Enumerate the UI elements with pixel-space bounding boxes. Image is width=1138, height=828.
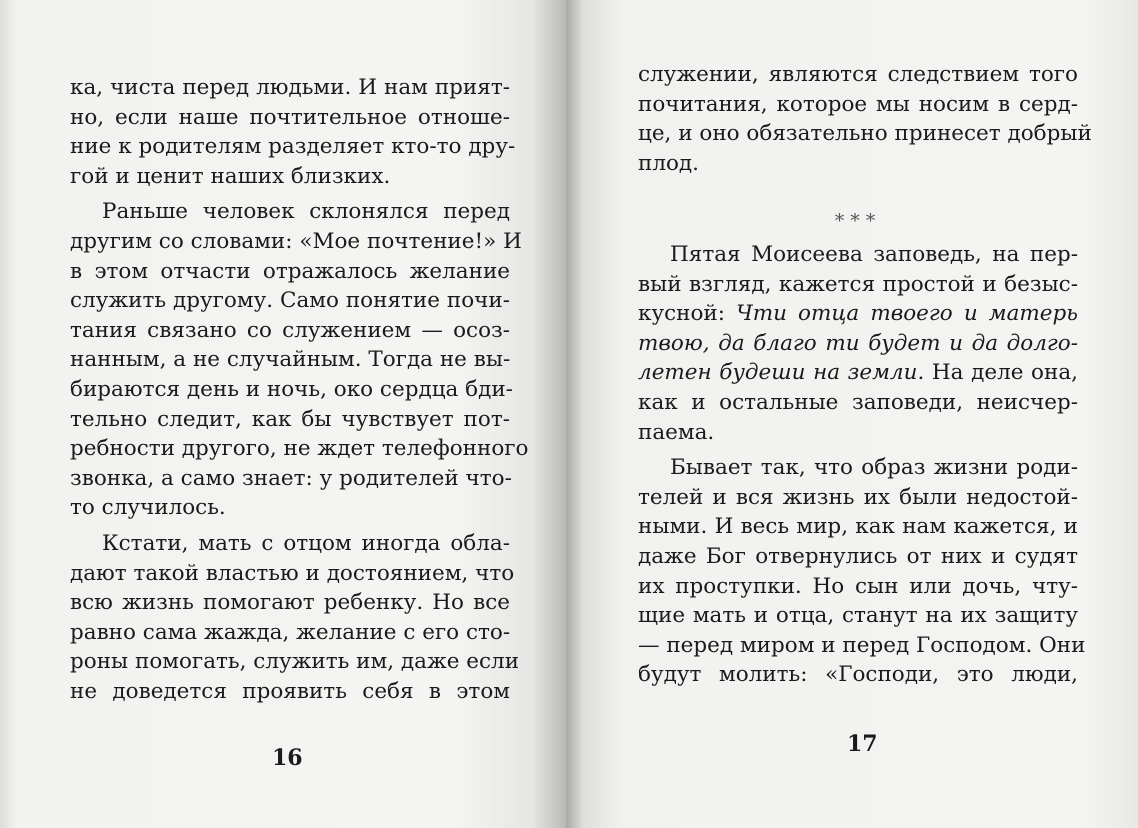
- page-number-right: 17: [847, 731, 878, 757]
- text-line: Кстати, мать с отцом иногда обла-: [102, 530, 510, 556]
- text-line: [638, 388, 1078, 418]
- text-segment: Пятая Моисеева заповедь, на пер-: [670, 241, 1078, 267]
- text-line: [638, 358, 1078, 388]
- text-line: бираются день и ночь, око сердца бди-: [70, 376, 513, 402]
- text-line: нанным, а не случайным. Тогда не вы-: [70, 347, 511, 373]
- quotation-segment: Чти отца твоего и матерь: [736, 301, 1078, 327]
- right-paragraph-parents: [638, 453, 1086, 690]
- text-line: [638, 299, 1078, 329]
- text-line: тельно следит, как бы чувствует пот-: [70, 406, 510, 432]
- text-line: ребности другого, не ждет телефонного: [70, 436, 529, 462]
- text-segment: как и остальные заповеди, неисчер-: [638, 389, 1078, 415]
- left-page-text: [70, 73, 529, 706]
- text-line: [638, 329, 1078, 359]
- text-line: [638, 270, 1078, 300]
- text-line: плод.: [638, 150, 700, 176]
- text-line: Раньше человек склонялся перед: [102, 199, 510, 225]
- quotation-segment: летен будеши на земли.: [638, 360, 925, 386]
- page-number-left: 16: [272, 745, 303, 771]
- text-line: ка, чиста перед людьми. И нам прият-: [70, 75, 510, 100]
- text-line: в этом отчасти отражалось желание: [70, 258, 510, 284]
- text-line: [638, 418, 1078, 448]
- text-segment: кусной:: [638, 301, 737, 327]
- text-line: будут молить: «Господи, это люди,: [638, 662, 1078, 688]
- text-line: звонка, а само знает: у родителей что-: [70, 465, 512, 491]
- text-line: тания связано со служением — осоз-: [70, 317, 510, 343]
- text-line: служении, являются следствием того: [638, 62, 1078, 87]
- right-paragraph-commandment: [638, 240, 1078, 447]
- text-line: це, и оно обязательно принесет добрый: [638, 121, 1092, 147]
- text-segment: паема.: [638, 419, 715, 445]
- right-paragraph-continued: [638, 60, 1092, 178]
- text-line: щие мать и отца, станут на их защиту: [638, 603, 1078, 629]
- text-line: не доведется проявить себя в этом: [70, 678, 510, 704]
- text-line: [638, 240, 1078, 270]
- text-line: гой и ценит наших близких.: [70, 163, 391, 189]
- text-line: всю жизнь помогают ребенку. Но все: [70, 590, 510, 616]
- text-line: равно сама жажда, желание с его сто-: [70, 619, 511, 645]
- text-line: ние к родителям разделяет кто-то дру-: [70, 134, 516, 160]
- text-line: ными. И весь мир, как нам кажется, и: [638, 514, 1078, 540]
- left-paragraph-3: [70, 529, 520, 707]
- text-line: то случилось.: [70, 495, 226, 521]
- quotation-segment: твою, да благо ти будет и да долго-: [638, 330, 1078, 356]
- right-page-text: [638, 60, 1092, 690]
- text-line: телей и вся жизнь их были недостой-: [638, 484, 1078, 510]
- text-line: их проступки. Но сын или дочь, чту-: [638, 573, 1078, 599]
- section-separator: ***: [834, 210, 882, 233]
- text-segment: На деле она,: [924, 360, 1078, 386]
- text-line: роны помогать, служить им, даже если: [70, 649, 520, 675]
- right-page: [566, 0, 1138, 828]
- text-line: почитания, которое мы носим в серд-: [638, 91, 1078, 117]
- text-segment: вый взгляд, кажется простой и безыс-: [638, 271, 1078, 297]
- left-paragraph-1: [70, 73, 516, 191]
- left-page: [0, 0, 566, 828]
- left-paragraph-2: [70, 197, 529, 523]
- text-line: — перед миром и перед Господом. Они: [638, 632, 1086, 658]
- text-line: дают такой властью и достоянием, что: [70, 560, 515, 586]
- text-line: другим со словами: «Мое почтение!» И: [70, 228, 522, 254]
- text-line: но, если наше почтительное отноше-: [70, 104, 510, 130]
- text-line: Бывает так, что образ жизни роди-: [670, 455, 1078, 481]
- text-line: даже Бог отвернулись от них и судят: [638, 543, 1078, 569]
- text-line: служить другому. Само понятие почи-: [70, 288, 510, 314]
